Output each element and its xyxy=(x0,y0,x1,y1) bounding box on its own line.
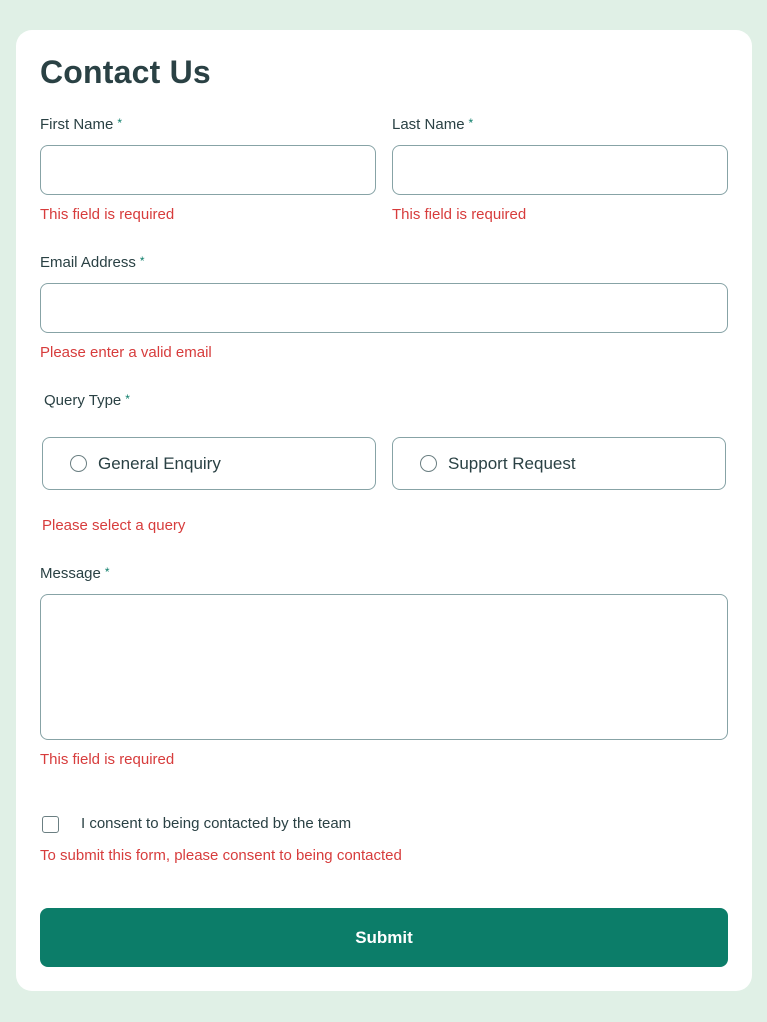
required-marker: * xyxy=(139,254,145,268)
query-type-label-text: Query Type xyxy=(44,392,122,409)
query-option-general-enquiry[interactable] xyxy=(42,437,376,490)
query-option-label: General Enquiry xyxy=(98,453,221,473)
email-label-text: Email Address xyxy=(40,254,136,271)
first-name-input[interactable] xyxy=(40,145,376,195)
first-name-label-text: First Name xyxy=(40,116,114,133)
message-label-text: Message xyxy=(40,565,101,582)
consent-checkbox[interactable] xyxy=(42,816,59,833)
query-option-support-request[interactable] xyxy=(392,437,726,490)
contact-form-card xyxy=(16,30,752,991)
consent-error: To submit this form, please consent to being contacted xyxy=(40,847,402,864)
query-type-label xyxy=(44,392,130,409)
email-error: Please enter a valid email xyxy=(40,344,212,361)
last-name-error: This field is required xyxy=(392,206,527,223)
required-marker: * xyxy=(117,116,123,130)
required-marker: * xyxy=(468,116,474,130)
query-type-error: Please select a query xyxy=(42,517,186,534)
query-option-label: Support Request xyxy=(448,453,576,473)
first-name-error: This field is required xyxy=(40,206,175,223)
message-textarea[interactable] xyxy=(40,594,728,740)
page-title: Contact Us xyxy=(40,54,211,90)
first-name-label xyxy=(40,116,122,133)
last-name-label-text: Last Name xyxy=(392,116,465,133)
email-input[interactable] xyxy=(40,283,728,333)
last-name-input[interactable] xyxy=(392,145,728,195)
message-error: This field is required xyxy=(40,751,175,768)
required-marker: * xyxy=(104,565,110,579)
last-name-label xyxy=(392,116,473,133)
email-label xyxy=(40,254,145,271)
submit-button[interactable]: Submit xyxy=(40,908,728,967)
required-marker: * xyxy=(125,392,130,406)
radio-button-icon[interactable] xyxy=(70,455,87,472)
message-label xyxy=(40,565,110,582)
consent-label[interactable]: I consent to being contacted by the team xyxy=(81,815,352,832)
radio-button-icon[interactable] xyxy=(420,455,437,472)
